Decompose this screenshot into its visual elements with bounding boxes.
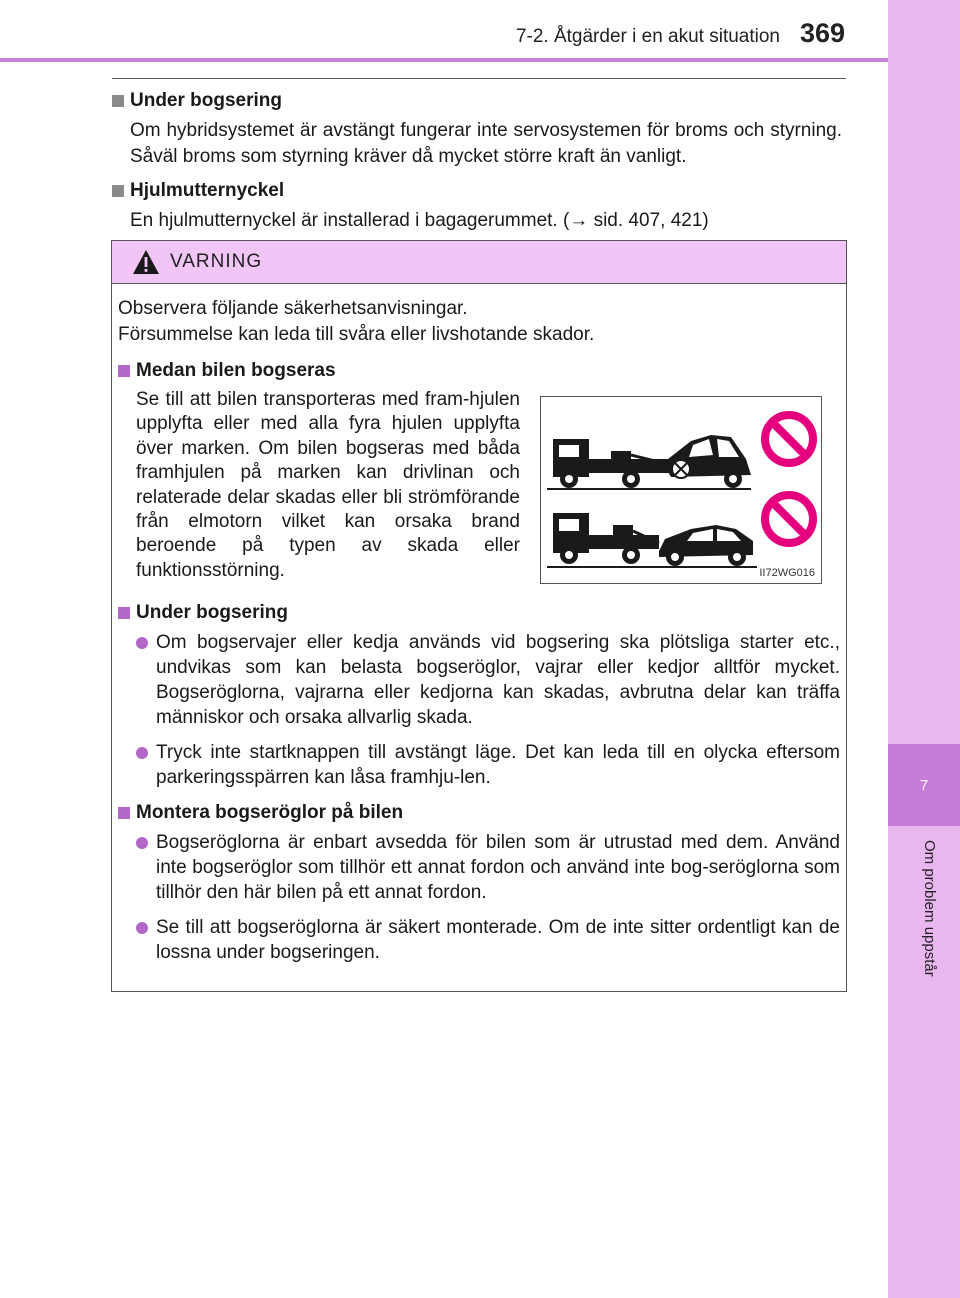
- bullet-text: Se till att bogseröglorna är säkert monterade. Om de inte sitter ordentligt kan de lossna under bogseringen.: [156, 917, 840, 963]
- warning-heading-mount-eyes: [118, 802, 840, 824]
- warning-body: [112, 284, 846, 965]
- section-title: 7-2. Åtgärder i en akut situation: [515, 26, 780, 47]
- intro-heading-text: Under bogsering: [130, 90, 283, 111]
- warning-header: [112, 241, 846, 284]
- warning-heading-during-towing: [118, 602, 840, 624]
- warning-intro-line: Försummelse kan leda till svåra eller livshotande skador.: [118, 324, 595, 345]
- heading-square-icon: [112, 185, 124, 197]
- prohibition-icon: [765, 495, 813, 543]
- towing-illustration: [540, 396, 822, 584]
- bullet-dot-icon: [136, 922, 148, 934]
- bullet-text: Tryck inte startknappen till avstängt läge. Det kan leda till en olycka eftersom parkeringsspärren kan låsa framhju-len.: [156, 742, 840, 788]
- towing-paragraph: Se till att bilen transporteras med fram-hjulen upplyfta eller med alla fyra hjulen upplyfta över marken. Om bilen bogseras med båda framhjulen på marken kan drivlinan och relaterade delar skadas eller bli strömförande från elmotorn vilket kan orsaka brand beroende på typen av skada eller funktionsstörning.: [136, 389, 520, 581]
- towed-car-icon: [659, 525, 753, 566]
- warning-heading-text: Under bogsering: [136, 602, 289, 623]
- intro-heading-text: Hjulmutternyckel: [130, 180, 285, 201]
- bullet-dot-icon: [136, 747, 148, 759]
- list-item: [118, 830, 840, 905]
- warning-box: [111, 240, 847, 992]
- intro-section: [112, 88, 842, 244]
- chapter-title: Om problem uppstår: [921, 840, 938, 977]
- intro-paragraph: Om hybridsystemet är avstängt fungerar inte servosystemen för broms och styrning. Såväl broms som styrning kräver då mycket större kraft än vanligt.: [130, 120, 842, 167]
- towing-row: [118, 388, 840, 584]
- prohibition-icon: [765, 415, 813, 463]
- towed-car-icon: [663, 435, 751, 488]
- bullet-dot-icon: [136, 637, 148, 649]
- page-number: 369: [800, 18, 846, 48]
- list-item: [118, 915, 840, 965]
- intro-paragraph: En hjulmutternyckel är installerad i bagagerummet. (→ sid. 407, 421): [130, 210, 709, 231]
- chapter-number-tab[interactable]: 7: [888, 744, 960, 826]
- tow-truck-icon: [553, 439, 669, 488]
- intro-heading-towing: [112, 90, 842, 112]
- figure-code: II72WG016: [759, 567, 815, 579]
- warning-intro-line: Observera följande säkerhetsanvisningar.: [118, 298, 468, 319]
- list-item: [118, 630, 840, 730]
- heading-square-icon: [118, 607, 130, 619]
- content-top-rule: [112, 78, 846, 79]
- heading-square-icon: [118, 807, 130, 819]
- bullet-dot-icon: [136, 837, 148, 849]
- intro-heading-wrench: [112, 180, 842, 202]
- chapter-sidebar: [888, 0, 960, 1298]
- bullet-text: Om bogservajer eller kedja används vid bogsering ska plötsliga starter etc., undvikas som kan belasta bogseröglor, vajrar eller kedjor alltför mycket. Bogseröglorna, vajrarna eller kedjorna kan skadas, avbrutna delar kan träffa människor och orsaka allvarlig skada.: [156, 632, 840, 728]
- warning-triangle-icon: [132, 249, 160, 275]
- bullet-text: Bogseröglorna är enbart avsedda för bilen som är utrustad med dem. Använd inte bogseröglor som tillhör ett annat fordon och använd inte bog-seröglorna som tillhör den här bilen på ett annat fordon.: [156, 832, 840, 903]
- warning-label: VARNING: [170, 251, 263, 272]
- warning-heading-while-towed: [118, 360, 840, 382]
- header-rule: [0, 58, 888, 62]
- tow-truck-icon: [553, 513, 659, 564]
- warning-heading-text: Montera bogseröglor på bilen: [136, 802, 404, 823]
- heading-square-icon: [112, 95, 124, 107]
- list-item: [118, 740, 840, 790]
- warning-heading-text: Medan bilen bogseras: [136, 360, 336, 381]
- heading-square-icon: [118, 365, 130, 377]
